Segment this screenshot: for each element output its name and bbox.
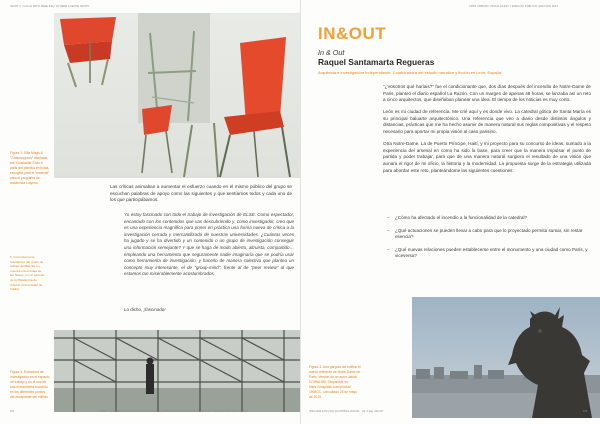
question-item-2: – ¿Qué actuaciones se pueden llevar a cabo para que lo proyectado permita sumar, sin restar esencia? bbox=[383, 228, 591, 241]
article-subtitle: In & Out bbox=[318, 48, 345, 57]
structure-caption: Figura 3. Estructura de investigación en el espacio de trabajo y en el uso de una herramienta recorrido en los diferentes puntos del escaparate del edificio. bbox=[10, 370, 50, 399]
left-running-footer: IN OUT 3 | INTERVENCIÓN IN ESPACIOS PÚBLICOS, ARTE CIUDADANO E INSTALACIÓN 2014 / ISSN 2340-4279 | PÁG 150-157 bbox=[100, 410, 249, 413]
paragraph-1: "¿Vosotros qué haríais?" fue el condicionante que, dos días después del incendio de Notre-Dame de Paris, planteó el diario español La Razón. Con un margen de apenas 48 horas, se lanzaba así un reto a cinco arquitectos, que diseñaban planear una idea. El tiempo de los noticias es muy corto. bbox=[383, 84, 591, 103]
left-running-header: INOUT 3 | CALLE PATO FREE ESQ. ETHENE FUENTE SANTO bbox=[10, 5, 90, 8]
right-page-number: 155 bbox=[583, 410, 588, 413]
article-body bbox=[383, 84, 591, 180]
right-page bbox=[300, 0, 600, 424]
right-running-footer: ISSN 2340-4279 | DOI 10.12795/rim.2014.i01 · Vol. 3 pág. 150-157 bbox=[309, 410, 384, 413]
article-author: Raquel Santamarta Regueras bbox=[318, 57, 435, 67]
gargoyle-photo bbox=[412, 297, 600, 418]
chairs-illustration bbox=[54, 13, 300, 178]
intro-paragraph: Las críticas animaban a aumentar el esfuerzo cuando en el mismo público del grupo se escuchan palabras de apoyo como las siguientes y que sentíamos todos y cada uno de los que participábamos. bbox=[110, 184, 292, 203]
structure-illustration bbox=[54, 330, 300, 412]
paragraph-2: León es mi ciudad de referencia. Me crié aquí y es donde vivo. La catedral gótica de Santa María es su principal baluarte arquitectónico. Una referencia que veo a diario desde distintos ángulos y distancias, prácticas que me ha hecho asumir de manera natural sus reglas compositivas y el respeto necesario para aportar mi propia visión al caso parisino. bbox=[383, 109, 591, 135]
quote-signature: Lo dicho, ¡fascinado! bbox=[124, 307, 166, 312]
quote-block: Yo estoy fascinado con todo el trabajo de investigación de ELSE. Como espectador, encantado con los contenidos que vas descubriendo y, como investigador, creo que es una experiencia magnífica para poner en práctica una forma nueva de crítica a la investigación cerrada y mercantilizada de nuestras universidades. ¿Cuántas veces ha jugado y se ha divertido y un contenido o un grupo de investigación conseguir una información semejante? Y que se haga de modo abierto, altruista, compartido… empleando una herramienta que seguramente nadie imaginaría que se podría usar como herramienta de investigación, y hacerlo de manera colectiva que plantea un concepto muy interesante, el de "group-mind", frente al de "peer review" al que estamos tan miserablemente acostumbrados. bbox=[124, 212, 294, 277]
section-title: IN&OUT bbox=[318, 24, 387, 43]
structure-photo bbox=[54, 330, 300, 412]
left-page-number: 154 bbox=[10, 410, 15, 413]
right-running-header: ARTE URBANO, INSTALACIÓN Y ESPACIO PÚBLICO | EDICIÓN 2014 bbox=[469, 5, 558, 8]
footnote: 5. Concretamente resultantes del grupo de trabajo del BELSE en nuestra universidad de las Naves, en un periodo de la Plataforma de UdeCA (Universidad de Cádiz). bbox=[10, 255, 45, 292]
question-item-3: – ¿Qué nuevas relaciones pueden establecerse entre el monumento y una ciudad como París, y viceversa? bbox=[383, 247, 591, 260]
author-affiliation: Arquitecta e investigadora independiente. Colaboradora del estudio narrativa y ficción en León, España. bbox=[318, 70, 503, 75]
question-list bbox=[383, 215, 591, 266]
chairs-caption: Figura 1. Silla Magis & "Grasshoppers" diseñada por Konstantin Grcic a partir del plástico en bolsa, escogida para el "material" para el programa de residencia Lutyens. bbox=[10, 151, 50, 185]
question-item-1: – ¿Cómo ha afectado el incendio a la funcionalidad de la catedral? bbox=[383, 215, 591, 222]
gargoyle-illustration bbox=[412, 297, 600, 418]
chairs-photo bbox=[54, 13, 300, 178]
gargoyle-caption: Figura 3. Una gárgola del edificio el nuevo referente de Notre-Dame de Paris. Versión de un autor Jakob-COWALSKI. Disponible en: https://unsplash.com/photos/ 1998CC, consultado 25 de mayo de 2019. bbox=[309, 365, 361, 399]
paragraph-3: Otra Notre-Dame. La de Puerto Príncipe, Haití, y mi proyecto para su concurso de ideas, sumado a la experiencia del arsenal en como ha sido la base, para creer que la manera impulsar el punto de partida y poder trabajar, para que de una manera natural surgiera el resultado de una visión que aunara el rigor de mi oficio, la historia y la modernidad. La propuesta surge de la estrategia utilizada para abordar este reto, planteándome las siguientes cuestiones: bbox=[383, 141, 591, 173]
